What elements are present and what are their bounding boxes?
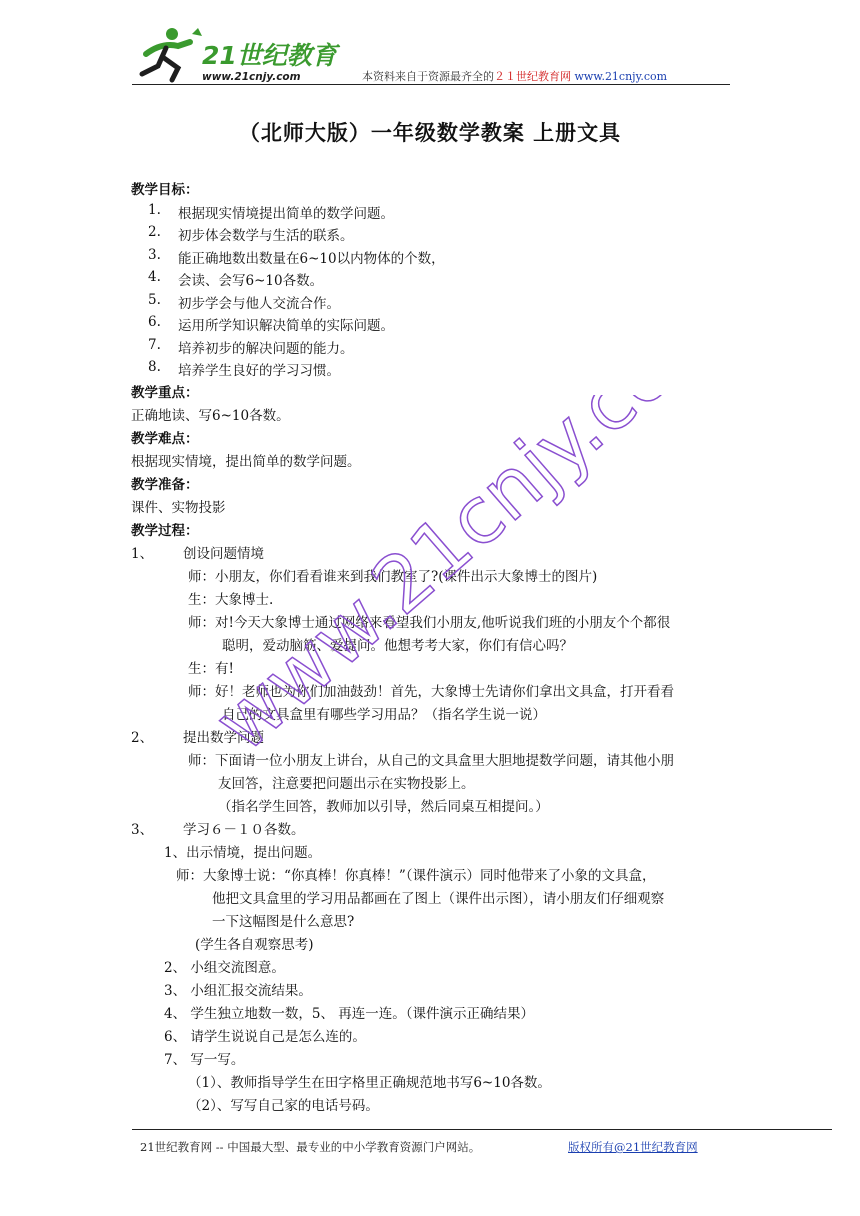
logo-url: www.21cnjy.com (202, 71, 301, 83)
step-3-sub-2: 2、 小组交流图意。 (164, 960, 285, 976)
runner-icon (142, 28, 202, 80)
goal-item-5: 初步学会与他人交流合作。 (178, 296, 340, 312)
step-1-line-4: 生：有! (188, 661, 234, 677)
step-3-sub-7: 7、 写一写。 (164, 1052, 245, 1068)
header-divider (132, 84, 730, 85)
step-3-line-b2: 他把文具盒里的学习用品都画在了图上（课件出示图），请小朋友们仔细观察 (212, 891, 665, 907)
goal-item-6: 运用所学知识解决简单的实际问题。 (178, 318, 394, 334)
goal-item-1: 根据现实情境提出简单的数学问题。 (178, 206, 394, 222)
goal-num-5: 5. (148, 292, 161, 308)
goal-item-4: 会读、会写6~10各数。 (178, 273, 324, 289)
footer-divider (132, 1129, 832, 1130)
goal-item-3: 能正确地数出数量在6~10以内物体的个数， (178, 251, 445, 267)
goal-num-2: 2. (148, 224, 161, 240)
difficulty-heading: 教学难点： (131, 431, 199, 447)
step-3-sub-7-1: （1）、教师指导学生在田字格里正确规范地书写6~10各数。 (188, 1075, 551, 1091)
goal-item-7: 培养初步的解决问题的能力。 (178, 341, 354, 357)
process-heading: 教学过程： (131, 523, 199, 539)
footer-copyright-link[interactable]: 版权所有@21世纪教育网 (568, 1140, 698, 1154)
step-1-line-5a: 师：好！老师也为你们加油鼓劲！首先，大象博士先请你们拿出文具盒，打开看看 (188, 684, 674, 700)
step-3-line-b3: 一下这幅图是什么意思? (212, 914, 355, 930)
step-3-sub-1: 1、出示情境，提出问题。 (164, 845, 322, 861)
step-2-number: 2、 (131, 730, 154, 746)
step-1-title: 创设问题情境 (183, 546, 264, 562)
step-3-sub-7-2: （2）、写写自己家的电话号码。 (188, 1098, 379, 1114)
step-1-line-1: 师：小朋友，你们看看谁来到我们教室了?(课件出示大象博士的图片) (188, 569, 598, 585)
step-1-line-3b: 聪明，爱动脑筋、爱提问。他想考考大家，你们有信心吗？ (222, 638, 573, 654)
watermark-text: www.21cnjy.com (215, 395, 675, 770)
step-1-line-3a: 师：对!今天大象博士通过网络来看望我们小朋友,他听说我们班的小朋友个个都很 (188, 615, 671, 631)
header-url-link[interactable]: www.21cnjy.com (574, 70, 668, 83)
step-1-line-2: 生：大象博士. (188, 592, 274, 608)
step-3-sub-3: 3、 小组汇报交流结果。 (164, 983, 312, 999)
step-2-line-2: （指名学生回答，教师加以引导，然后同桌互相提问。） (218, 799, 549, 815)
step-2-line-1a: 师：下面请一位小朋友上讲台，从自己的文具盒里大胆地提数学问题，请其他小朋 (188, 753, 674, 769)
prep-text: 课件、实物投影 (131, 500, 226, 516)
goal-item-8: 培养学生良好的学习习惯。 (178, 363, 340, 379)
difficulty-text: 根据现实情境，提出简单的数学问题。 (131, 454, 361, 470)
document-title: （北师大版）一年级数学教案 上册文具 (238, 121, 622, 145)
footer-tagline: 21世纪教育网 -- 中国最大型、最专业的中小学教育资源门户网站。 (140, 1140, 481, 1154)
header-brand-link[interactable]: ２１世纪教育网 (494, 70, 571, 83)
goal-num-3: 3. (148, 247, 161, 263)
goal-num-8: 8. (148, 359, 161, 375)
header-note-prefix: 本资料来自于资源最齐全的 (362, 70, 494, 83)
goal-item-2: 初步体会数学与生活的联系。 (178, 228, 354, 244)
step-3-number: 3、 (131, 822, 154, 838)
step-1-number: 1、 (131, 546, 154, 562)
key-heading: 教学重点： (131, 385, 199, 401)
step-3-sub-6: 6、 请学生说说自己是怎么连的。 (164, 1029, 366, 1045)
prep-heading: 教学准备： (131, 477, 199, 493)
step-3-line-b4: (学生各自观察思考) (195, 937, 314, 953)
step-3-line-b1: 师：大象博士说：“你真棒！你真棒！”（课件演示）同时他带来了小象的文具盒， (176, 868, 656, 884)
step-3-title: 学习６－１０各数。 (183, 822, 305, 838)
site-logo (132, 24, 342, 86)
header-note (362, 68, 667, 84)
step-3-sub-4: 4、 学生独立地数一数，5、 再连一连。（课件演示正确结果） (164, 1006, 535, 1022)
goal-num-1: 1. (148, 202, 161, 218)
logo-wordmark: 21世纪教育 (202, 41, 337, 70)
step-2-title: 提出数学问题 (183, 730, 264, 746)
goal-num-7: 7. (148, 337, 161, 353)
step-1-line-5b: 自己的文具盒里有哪些学习用品？（指名学生说一说） (222, 707, 546, 723)
goals-heading: 教学目标： (131, 182, 199, 198)
step-2-line-1b: 友回答，注意要把问题出示在实物投影上。 (218, 776, 475, 792)
key-text: 正确地读、写6~10各数。 (131, 408, 290, 424)
goal-num-4: 4. (148, 269, 161, 285)
goal-num-6: 6. (148, 314, 161, 330)
